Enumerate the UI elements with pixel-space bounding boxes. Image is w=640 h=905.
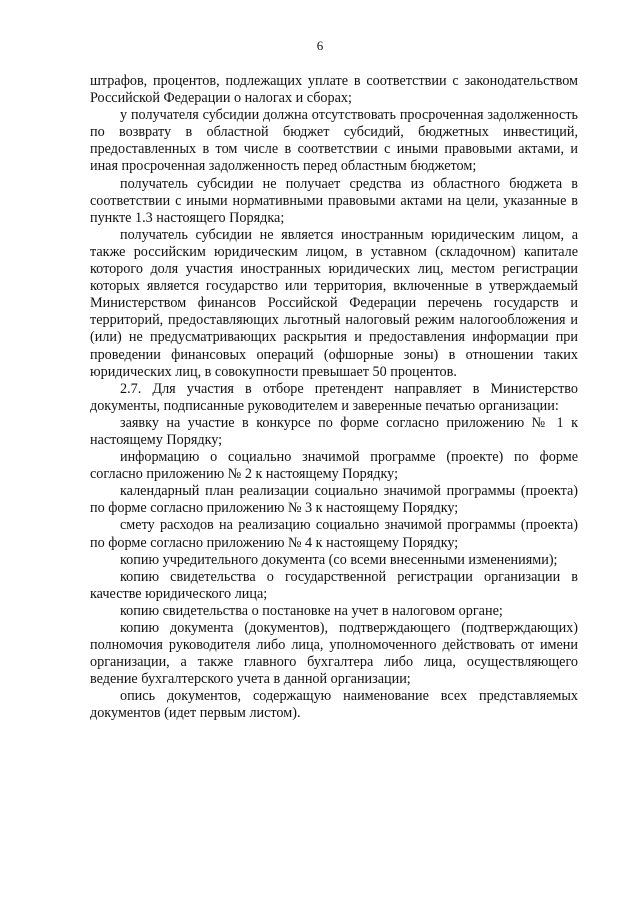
paragraph-fines-continuation: штрафов, процентов, подлежащих уплате в соответствии с законодательством Российской Федерации о налогах и сборах; bbox=[90, 73, 578, 107]
paragraph-authority-documents: копию документа (документов), подтверждающего (подтверждающих) полномочия руководителя либо лица, уполномоченного действовать от имени организации, а также главного бухгалтера либо лица, осуществляющего ведение бухгалтерского учета в данной организации; bbox=[90, 620, 578, 688]
paragraph-no-other-funds: получатель субсидии не получает средства из областного бюджета в соответствии с иными нормативными правовыми актами на цели, указанные в пункте 1.3 настоящего Порядка; bbox=[90, 175, 578, 226]
paragraph-calendar-plan: календарный план реализации социально значимой программы (проекта) по форме согласно приложению № 3 к настоящему Порядку; bbox=[90, 483, 578, 517]
paragraph-cost-estimate: смету расходов на реализацию социально значимой программы (проекта) по форме согласно приложению № 4 к настоящему Порядку; bbox=[90, 517, 578, 551]
paragraph-tax-registration: копию свидетельства о постановке на учет в налоговом органе; bbox=[120, 602, 503, 619]
paragraph-section-2-7: 2.7. Для участия в отборе претендент направляет в Министерство документы, подписанные руководителем и заверенные печатью организации: bbox=[90, 380, 578, 414]
paragraph-application: заявку на участие в конкурсе по форме согласно приложению № 1 к настоящему Порядку; bbox=[90, 414, 578, 448]
paragraph-document-inventory: опись документов, содержащую наименование всех представляемых документов (идет первым листом). bbox=[90, 688, 578, 722]
document-body bbox=[90, 73, 578, 723]
page-number: 6 bbox=[316, 38, 324, 53]
paragraph-no-overdue-debt: у получателя субсидии должна отсутствовать просроченная задолженность по возврату в областной бюджет субсидий, бюджетных инвестиций, предоставленных в том числе в соответствии с иными правовыми актами, и иная просроченная задолженность перед областным бюджетом; bbox=[90, 107, 578, 175]
paragraph-registration-certificate: копию свидетельства о государственной регистрации организации в качестве юридического лица; bbox=[90, 568, 578, 602]
paragraph-not-foreign-entity: получатель субсидии не является иностранным юридическим лицом, а также российским юридическим лицом, в уставном (складочном) капитале которого доля участия иностранных юридических лиц, местом регистрации которых является государство или территория, включенные в утверждаемый Министерством финансов Российской Федерации перечень государств и территорий, предоставляющих льготный налоговый режим налогообложения и (или) не предусматривающих раскрытия и предоставления информации при проведении финансовых операций (офшорные зоны) в отношении таких юридических лиц, в совокупности превышает 50 процентов. bbox=[90, 226, 578, 380]
paragraph-program-info: информацию о социально значимой программе (проекте) по форме согласно приложению № 2 к настоящему Порядку; bbox=[90, 449, 578, 483]
paragraph-charter-copy: копию учредительного документа (со всеми внесенными изменениями); bbox=[120, 551, 558, 568]
